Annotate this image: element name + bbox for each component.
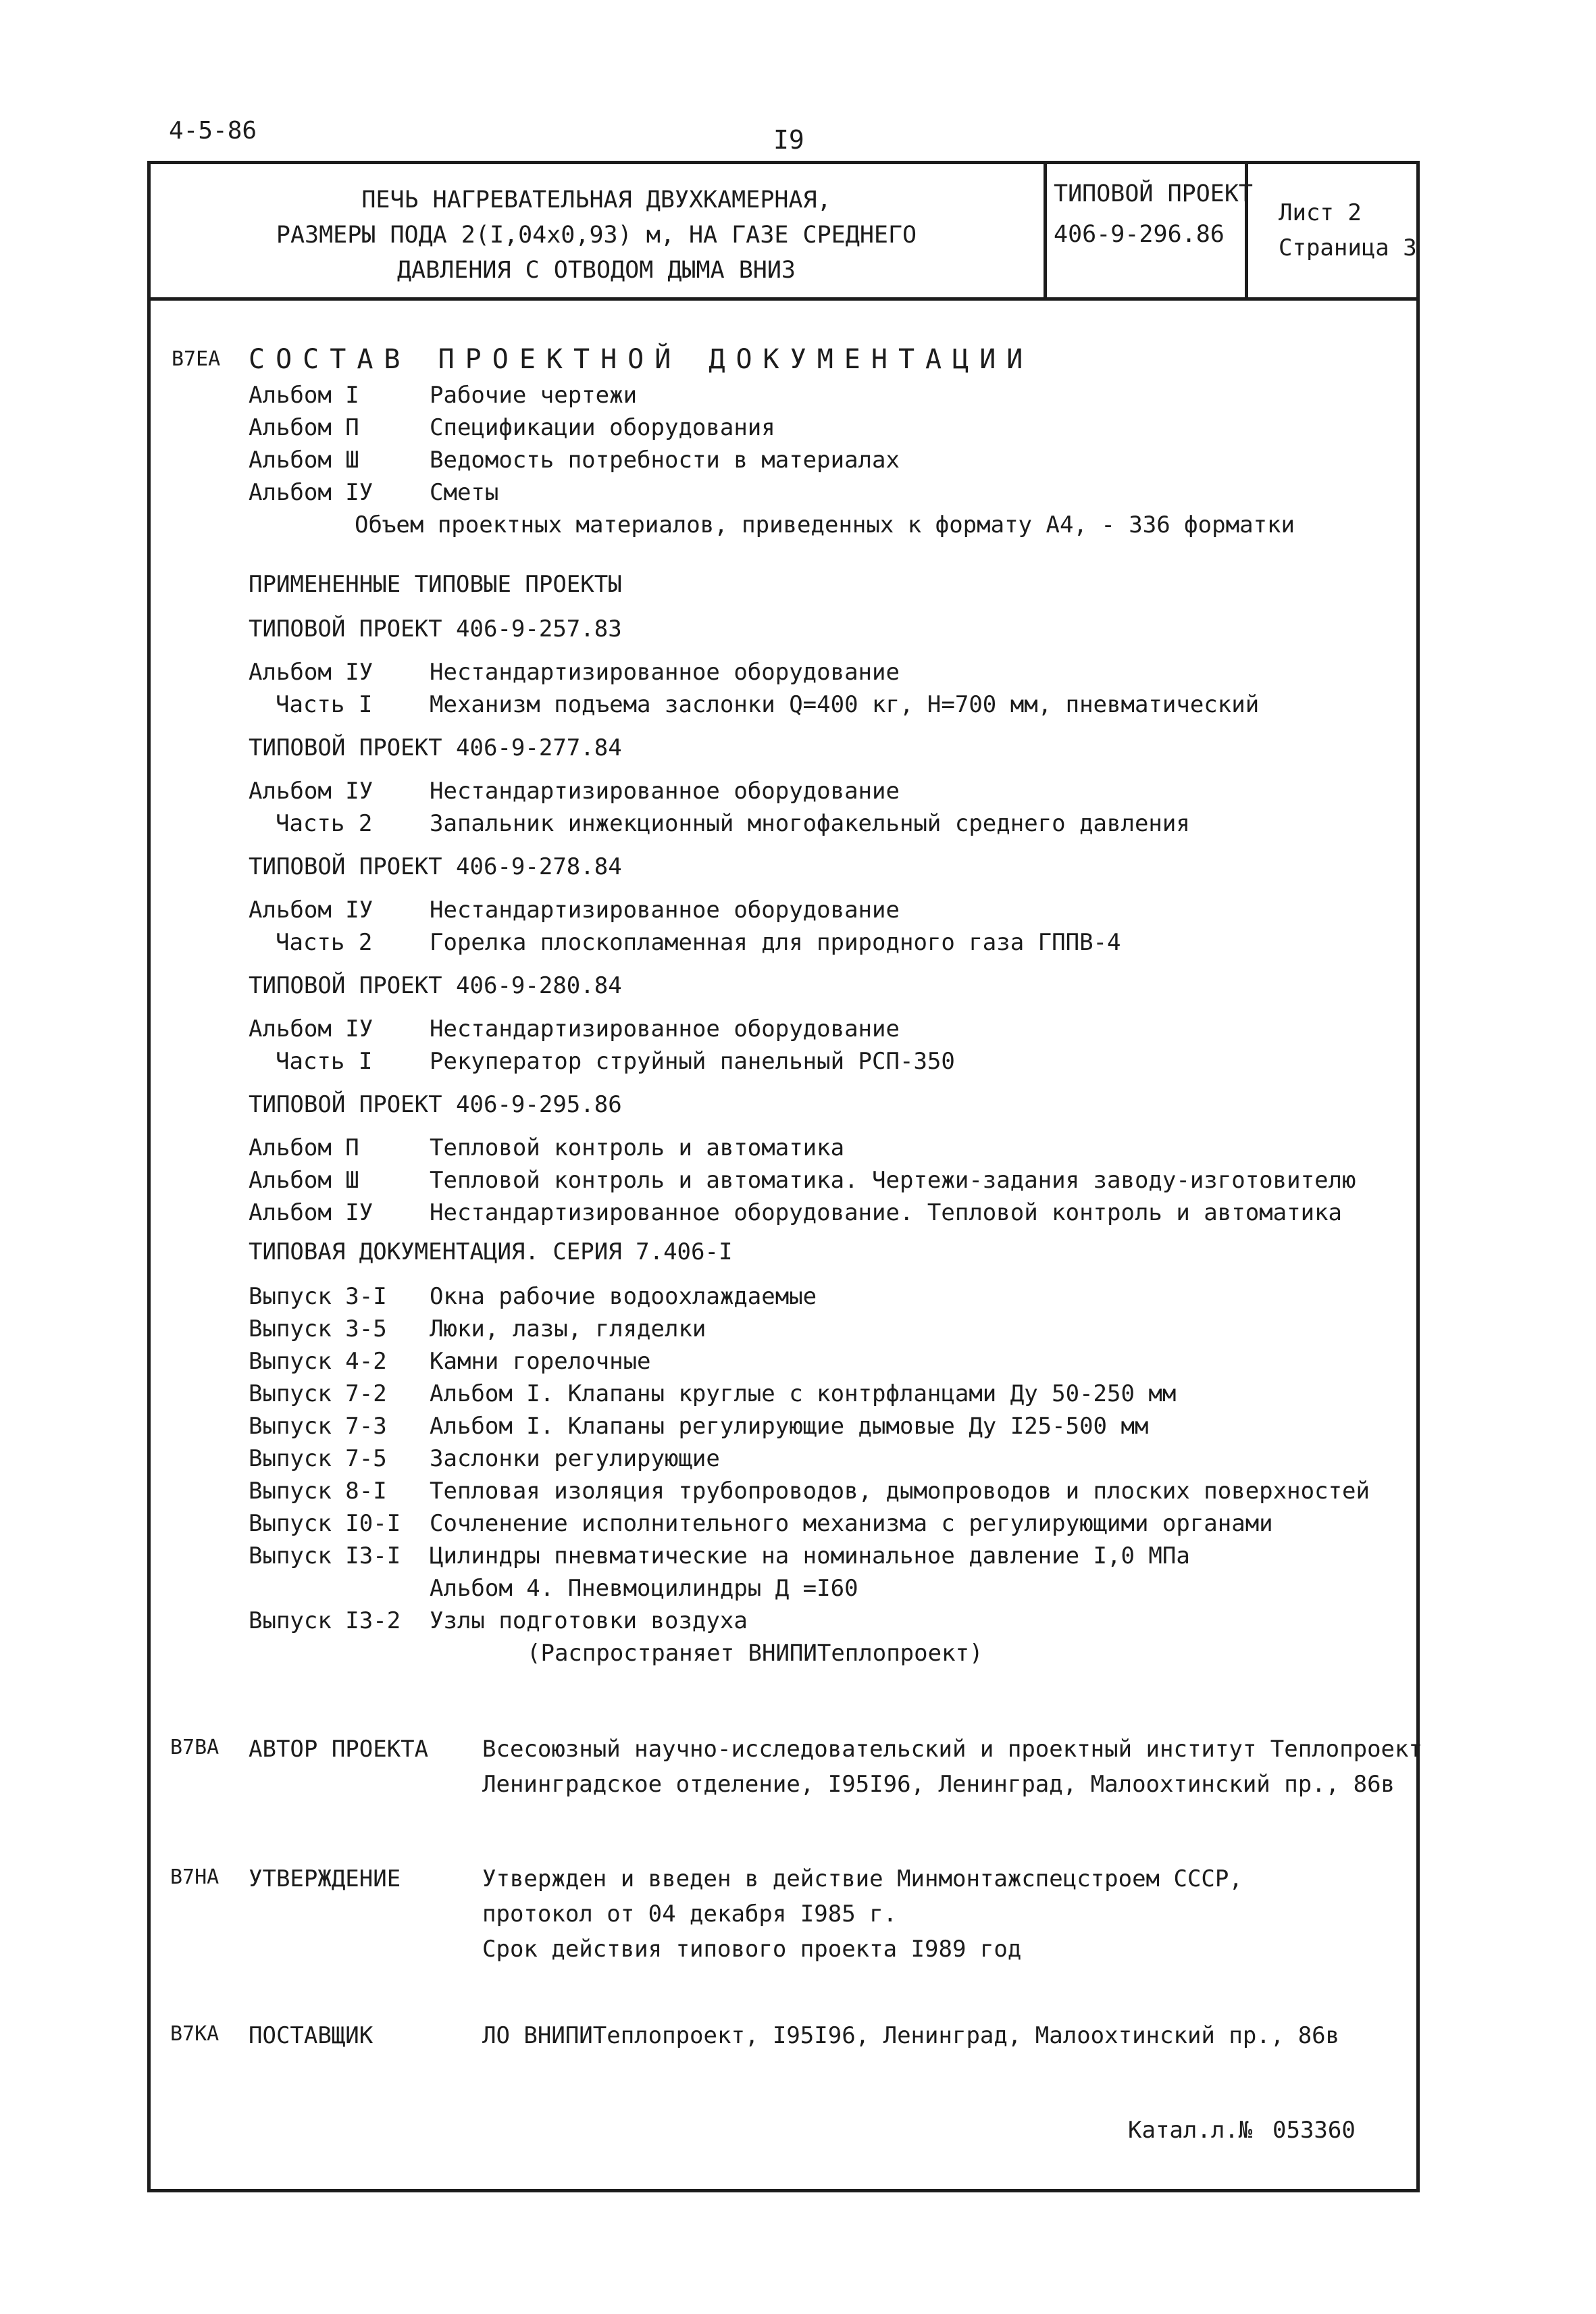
list-item-label: Альбом П: [249, 1134, 359, 1161]
list-item-text: Нестандартизированное оборудование: [430, 778, 900, 805]
page-of-doc: Страница 3: [1279, 234, 1417, 261]
list-item-text: Горелка плоскопламенная для природного газа ГППВ-4: [430, 929, 1121, 956]
project-title: ТИПОВОЙ ПРОЕКТ 406-9-257.83: [249, 615, 622, 643]
author-line-2: Ленинградское отделение, I95I96, Ленинград, Малоохтинский пр., 86в: [482, 1771, 1395, 1798]
applied-heading: ПРИМЕНЕННЫЕ ТИПОВЫЕ ПРОЕКТЫ: [249, 571, 622, 598]
list-item-text: Рабочие чертежи: [430, 382, 638, 409]
issue-text: Альбом 4. Пневмоцилиндры Д =I60: [430, 1575, 858, 1602]
list-item-label: Альбом IУ: [249, 897, 374, 924]
approval-code: В7НА: [170, 1865, 220, 1889]
issue-label: Выпуск 8-I: [249, 1478, 387, 1505]
title-line-3: ДАВЛЕНИЯ С ОТВОДОМ ДЫМА ВНИЗ: [396, 257, 796, 284]
page-number: I9: [773, 125, 804, 155]
author-label: АВТОР ПРОЕКТА: [249, 1736, 429, 1763]
list-item-text: Запальник инжекционный многофакельный среднего давления: [430, 810, 1190, 837]
list-item-text: Ведомость потребности в материалах: [430, 447, 900, 474]
list-item: [249, 449, 359, 472]
document-code: 4-5-86: [169, 117, 257, 145]
catalog-number: 053360: [1272, 2117, 1356, 2144]
approval-line-3: Срок действия типового проекта I989 год: [482, 1936, 1022, 1963]
approval-line-1: Утвержден и введен в действие Минмонтажспецстроем СССР,: [482, 1865, 1243, 1892]
list-item-label: Часть 2: [276, 810, 373, 837]
issue-text: Узлы подготовки воздуха: [430, 1607, 748, 1634]
issue-text: Заслонки регулирующие: [430, 1445, 720, 1472]
project-label: ТИПОВОЙ ПРОЕКТ: [1054, 180, 1254, 207]
issue-text: Камни горелочные: [430, 1348, 651, 1375]
author-code: В7ВА: [170, 1736, 220, 1759]
title-block: [151, 182, 1042, 288]
list-item-label: Часть I: [276, 1048, 373, 1075]
list-item-label: Часть 2: [276, 929, 373, 956]
project-title: ТИПОВОЙ ПРОЕКТ 406-9-280.84: [249, 972, 622, 999]
album-label: Альбом I: [249, 382, 359, 409]
issue-label: Выпуск 7-3: [249, 1413, 387, 1440]
project-title: ТИПОВОЙ ПРОЕКТ 406-9-295.86: [249, 1091, 622, 1118]
issue-label: Выпуск I0-I: [249, 1510, 401, 1537]
issue-text: Цилиндры пневматические на номинальное давление I,0 МПа: [430, 1542, 1190, 1569]
issue-label: Выпуск I3-2: [249, 1607, 401, 1634]
issue-text: Альбом I. Клапаны круглые с контрфланцами Ду 50-250 мм: [430, 1380, 1177, 1407]
album-label: Альбом П: [249, 414, 359, 441]
list-item-label: Альбом IУ: [249, 659, 374, 686]
supplier-label: ПОСТАВЩИК: [249, 2022, 374, 2049]
list-item-text: Спецификации оборудования: [430, 414, 775, 441]
issue-text: Альбом I. Клапаны регулирующие дымовые Ду I25-500 мм: [430, 1413, 1149, 1440]
project-number: 406-9-296.86: [1054, 221, 1225, 248]
list-item-text: Нестандартизированное оборудование: [430, 1015, 900, 1042]
section-heading: СОСТАВ ПРОЕКТНОЙ ДОКУМЕНТАЦИИ: [249, 344, 1034, 375]
supplier-code: В7КА: [170, 2022, 220, 2046]
title-line-2: РАЗМЕРЫ ПОДА 2(I,04х0,93) м, НА ГАЗЕ СРЕДНЕГО: [276, 222, 917, 249]
approval-line-2: протокол от 04 декабря I985 г.: [482, 1901, 898, 1928]
issue-text: Окна рабочие водоохлаждаемые: [430, 1283, 817, 1310]
sheet-number: Лист 2: [1279, 199, 1362, 226]
issue-text: Тепловая изоляция трубопроводов, дымопроводов и плоских поверхностей: [430, 1478, 1370, 1505]
distributor-note: (Распространяет ВНИПИТеплопроект): [527, 1640, 983, 1667]
issue-label: Выпуск I3-I: [249, 1542, 401, 1569]
list-item-text: Нестандартизированное оборудование. Тепловой контроль и автоматика: [430, 1199, 1343, 1226]
header-divider-1: [1044, 161, 1047, 299]
list-item-label: Альбом IУ: [249, 1015, 374, 1042]
project-title: ТИПОВОЙ ПРОЕКТ 406-9-278.84: [249, 853, 622, 880]
list-item-label: Альбом Ш: [249, 1167, 359, 1194]
list-item-text: Тепловой контроль и автоматика: [430, 1134, 845, 1161]
issue-text: Сочленение исполнительного механизма с регулирующими органами: [430, 1510, 1273, 1537]
list-item: [249, 416, 359, 439]
issue-label: Выпуск 3-I: [249, 1283, 387, 1310]
list-item-text: Нестандартизированное оборудование: [430, 897, 900, 924]
issue-label: Выпуск 7-5: [249, 1445, 387, 1472]
header-divider: [147, 297, 1420, 301]
issue-label: Выпуск 7-2: [249, 1380, 387, 1407]
list-item-text: Нестандартизированное оборудование: [430, 659, 900, 686]
list-item-text: Механизм подъема заслонки Q=400 кг, Н=700 мм, пневматический: [430, 691, 1260, 718]
approval-label: УТВЕРЖДЕНИЕ: [249, 1865, 401, 1892]
issue-text: Люки, лазы, гляделки: [430, 1315, 706, 1342]
issue-label: Выпуск 4-2: [249, 1348, 387, 1375]
list-item-text: Сметы: [430, 479, 499, 506]
series-title: ТИПОВАЯ ДОКУМЕНТАЦИЯ. СЕРИЯ 7.406-I: [249, 1238, 733, 1265]
list-item: [249, 481, 373, 504]
album-label: Альбом Ш: [249, 447, 359, 474]
album-label: Альбом IУ: [249, 479, 374, 506]
catalog-label: Катал.л.№: [1128, 2117, 1253, 2144]
author-line-1: Всесоюзный научно-исследовательский и проектный институт Теплопроект: [482, 1736, 1422, 1763]
section-code: В7ЕА: [172, 347, 221, 371]
list-item-text: Рекуператор струйный панельный РСП-350: [430, 1048, 955, 1075]
list-item-text: Тепловой контроль и автоматика. Чертежи-задания заводу-изготовителю: [430, 1167, 1356, 1194]
list-item: [249, 384, 359, 407]
list-item-label: Альбом IУ: [249, 1199, 374, 1226]
issue-label: Выпуск 3-5: [249, 1315, 387, 1342]
project-title: ТИПОВОЙ ПРОЕКТ 406-9-277.84: [249, 734, 622, 761]
title-line-1: ПЕЧЬ НАГРЕВАТЕЛЬНАЯ ДВУХКАМЕРНАЯ,: [361, 186, 831, 213]
list-item-label: Часть I: [276, 691, 373, 718]
volume-note: Объем проектных материалов, приведенных к формату А4, - 336 форматки: [355, 511, 1295, 538]
supplier-line: ЛО ВНИПИТеплопроект, I95I96, Ленинград, Малоохтинский пр., 86в: [482, 2022, 1340, 2049]
list-item-label: Альбом IУ: [249, 778, 374, 805]
